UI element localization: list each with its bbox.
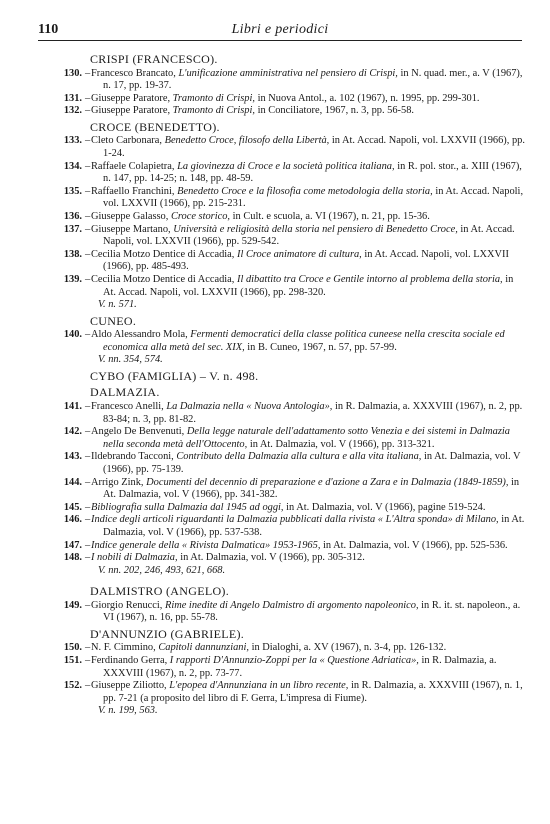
bibliography-entry	[38, 680, 528, 705]
cross-reference: V. n. 571.	[98, 299, 137, 311]
entry-citation: in At. Dalmazia, vol. V (1966), pp. 305-312.	[180, 552, 365, 564]
entry-title: Benedetto Croce, filosofo della Libertà,	[164, 135, 330, 147]
bibliography-entry	[38, 224, 528, 249]
entry-citation: in At. Dalmazia, vol. V (1966), pagine 519-524.	[286, 501, 486, 513]
entry-author: Giuseppe Paratore,	[91, 105, 171, 117]
entry-number: 147.	[63, 539, 82, 551]
entry-title: Tramonto di Crispi,	[172, 105, 255, 117]
section-heading: CYBO (FAMIGLIA) – V. n. 498.	[90, 368, 259, 383]
entry-author: Angelo De Benvenuti,	[91, 426, 185, 438]
bibliography-entry	[38, 401, 528, 426]
running-title: Libri e periodici	[231, 22, 329, 37]
entry-dash: –	[85, 552, 91, 564]
entry-dash: –	[85, 92, 91, 104]
entry-citation: in R. Dalmazia, a. XXXVIII (1967), n. 2, pp. 73-77.	[103, 655, 497, 679]
entry-number: 148.	[63, 552, 82, 564]
entry-number: 138.	[63, 248, 82, 260]
entry-number: 144.	[63, 476, 82, 488]
entry-author: Giuseppe Galasso,	[91, 210, 169, 222]
entry-author: Arrigo Zink,	[91, 476, 144, 488]
entry-dash: –	[85, 539, 91, 551]
bibliography-entry	[38, 655, 528, 680]
bibliography-entry	[38, 552, 528, 565]
bibliography-entry	[38, 477, 528, 502]
entry-number: 149.	[63, 599, 82, 611]
entry-number: 136.	[63, 210, 82, 222]
entry-citation: in R. Dalmazia, a. XXXVIII (1967), n. 2, pp. 83-84; n. 3, pp. 81-82.	[103, 400, 523, 425]
entry-dash: –	[85, 135, 91, 147]
entry-citation: in Nuova Antol., a. 102 (1967), n. 1995, pp. 299-301.	[257, 92, 480, 104]
entry-number: 146.	[63, 514, 82, 526]
entry-citation: in R. Dalmazia, a. XXXVIII (1967), n. 1, pp. 7-21 (a proposito del libro di F. Gerra, L'impresa di Fiume).	[103, 680, 523, 704]
entry-title: Croce storico,	[170, 210, 231, 222]
entry-dash: –	[85, 105, 91, 117]
bibliography-entry	[38, 329, 528, 354]
entry-citation: in R. it. st. napoleon., a. VI (1967), n. 16, pp. 55-78.	[103, 599, 521, 624]
entry-citation: in N. quad. mer., a. V (1967), n. 17, pp. 19-37.	[103, 67, 523, 92]
entry-title: La Dalmazia nella « Nuova Antologia»,	[166, 400, 333, 412]
entry-author: Ferdinando Gerra,	[91, 655, 168, 667]
entry-number: 142.	[63, 426, 82, 438]
entry-number: 134.	[63, 160, 82, 172]
entry-number: 150.	[63, 642, 82, 654]
entry-dash: –	[85, 160, 91, 172]
entry-citation: in At. Dalmazia, vol. V (1966), pp. 75-139.	[103, 451, 521, 475]
entry-title: Capitoli dannunziani,	[158, 642, 249, 654]
entry-dash: –	[85, 210, 91, 222]
entry-author: Giorgio Renucci,	[91, 599, 163, 611]
entry-title: La giovinezza di Croce e la società politica italiana,	[177, 160, 395, 172]
entry-dash: –	[85, 426, 91, 438]
entry-citation: in Conciliatore, 1967, n. 3, pp. 56-58.	[257, 105, 414, 117]
bibliography-body	[38, 50, 528, 718]
entry-citation: in R. pol. stor., a. XIII (1967), n. 147, pp. 14-25; n. 148, pp. 48-59.	[103, 160, 522, 185]
entry-number: 135.	[63, 185, 82, 197]
entry-citation: in At. Accad. Napoli, vol. LXXVII (1966), pp. 1-24.	[103, 135, 525, 159]
entry-dash: –	[85, 400, 91, 412]
entry-title: Della legge naturale dell'adattamento sotto Venezia e dei sistemi in Dalmazia nella seconda metà dell'Ottocento,	[103, 426, 510, 450]
entry-title: Benedetto Croce e la filosofia come metodologia della storia,	[177, 185, 433, 197]
cross-reference: V. nn. 354, 574.	[98, 354, 163, 366]
entry-author: N. F. Cimmino,	[91, 642, 156, 654]
entry-author: Cecilia Motzo Dentice di Accadia,	[91, 273, 235, 285]
bibliography-entry	[38, 540, 528, 553]
entry-dash: –	[85, 451, 91, 463]
section-heading: D'ANNUNZIO (GABRIELE).	[90, 626, 245, 641]
bibliography-entry	[38, 211, 528, 224]
entry-dash: –	[85, 501, 91, 513]
entry-title: I rapporti D'Annunzio-Zoppi per la « Questione Adriatica»,	[169, 655, 419, 667]
entry-number: 131.	[63, 92, 82, 104]
entry-number: 137.	[63, 223, 82, 235]
bibliography-entry	[38, 426, 528, 451]
entry-citation: in Dialoghi, a. XV (1967), n. 3-4, pp. 126-132.	[251, 642, 447, 654]
entry-author: Giuseppe Martano,	[91, 223, 171, 235]
entry-dash: –	[85, 680, 91, 692]
entry-dash: –	[85, 248, 91, 260]
entry-dash: –	[85, 514, 91, 526]
bibliography-entry	[38, 249, 528, 274]
entry-citation: in At. Accad. Napoli, vol. LXXVII (1966), pp. 298-320.	[103, 273, 514, 298]
bibliography-entry	[38, 451, 528, 476]
entry-title: I nobili di Dalmazia,	[91, 552, 178, 564]
entry-title: Università e religiosità della storia nel pensiero di Benedetto Croce,	[173, 223, 458, 235]
entry-title: Indice degli articoli riguardanti la Dalmazia pubblicati dalla rivista « L'Altra sponda» di Milano,	[91, 514, 499, 526]
bibliography-entry	[38, 514, 528, 539]
entry-title: Rime inedite di Angelo Dalmistro di argomento napoleonico,	[164, 599, 419, 611]
entry-number: 152.	[63, 680, 82, 692]
entry-author: Giuseppe Paratore,	[91, 92, 171, 104]
section-heading: CROCE (BENEDETTO).	[90, 119, 220, 134]
entry-author: Cleto Carbonara,	[91, 135, 162, 147]
entry-author: Francesco Brancato,	[91, 67, 176, 79]
entry-author: Francesco Anelli,	[91, 400, 164, 412]
entry-author: Raffaele Colapietra,	[91, 160, 175, 172]
entry-number: 151.	[63, 655, 82, 667]
entry-number: 133.	[63, 135, 82, 147]
entry-number: 132.	[63, 105, 82, 117]
section-heading: DALMISTRO (ANGELO).	[90, 584, 230, 599]
entry-dash: –	[85, 185, 91, 197]
entry-citation: in At. Dalmazia, vol. V (1966), pp. 537-538.	[103, 514, 525, 538]
cross-reference: V. n. 199, 563.	[98, 705, 158, 717]
entry-dash: –	[85, 642, 91, 654]
entry-number: 140.	[63, 329, 82, 341]
entry-dash: –	[85, 655, 91, 667]
entry-title: Il dibattito tra Croce e Gentile intorno al problema della storia,	[237, 273, 503, 285]
entry-dash: –	[85, 223, 91, 235]
page-header	[38, 22, 522, 41]
entry-citation: in At. Dalmazia, vol. V (1966), pp. 313-321.	[249, 438, 435, 450]
bibliography-entry	[38, 502, 528, 515]
entry-number: 141.	[63, 400, 82, 412]
entry-citation: in At. Dalmazia, vol. V (1966), pp. 525-536.	[323, 539, 508, 551]
entry-title: Documenti del decennio di preparazione e d'azione a Zara e in Dalmazia (1849-1859),	[146, 476, 509, 488]
entry-title: Tramonto di Crispi,	[172, 92, 255, 104]
entry-dash: –	[85, 476, 91, 488]
entry-citation: in Cult. e scuola, a. VI (1967), n. 21, pp. 15-36.	[232, 210, 430, 222]
bibliography-entry	[38, 186, 528, 211]
section-heading: CRISPI (FRANCESCO).	[90, 52, 218, 66]
entry-citation: in At. Dalmazia, vol. V (1966), pp. 341-382.	[103, 476, 520, 501]
entry-citation: in At. Accad. Napoli, vol. LXXVII (1966), pp. 215-231.	[103, 185, 524, 210]
bibliography-entry	[38, 161, 528, 186]
page-number: 110	[38, 22, 59, 37]
section-heading: CUNEO.	[90, 313, 137, 328]
entry-citation: in At. Accad. Napoli, vol. LXXVII (1966), pp. 529-542.	[103, 223, 515, 248]
entry-number: 139.	[63, 273, 82, 285]
bibliography-entry	[38, 600, 528, 625]
entry-author: Raffaello Franchini,	[91, 185, 175, 197]
entry-title: Contributo della Dalmazia alla cultura e alla vita italiana,	[176, 451, 422, 463]
entry-dash: –	[85, 599, 91, 611]
entry-dash: –	[85, 273, 91, 285]
entry-number: 130.	[63, 67, 82, 79]
entry-author: Aldo Alessandro Mola,	[91, 329, 188, 341]
entry-title: Fermenti democratici della classe politica cuneese nella crescita sociale ed economica alla metà del sec. XIX,	[103, 329, 505, 353]
entry-number: 145.	[63, 501, 82, 513]
entry-author: Giuseppe Ziliotto,	[91, 680, 167, 692]
section-heading: DALMAZIA.	[90, 385, 160, 400]
entry-number: 143.	[63, 451, 82, 463]
bibliography-entry	[38, 135, 528, 160]
entry-author: Ildebrando Tacconi,	[91, 451, 174, 463]
bibliography-entry	[38, 68, 528, 93]
entry-dash: –	[85, 329, 91, 341]
entry-title: Indice generale della « Rivista Dalmatica» 1953-1965,	[91, 539, 321, 551]
entry-author: Cecilia Motzo Dentice di Accadia,	[91, 248, 235, 260]
bibliography-entry	[38, 93, 528, 106]
bibliography-entry	[38, 274, 528, 299]
entry-title: Il Croce animatore di cultura,	[237, 248, 362, 260]
bibliography-entry	[38, 642, 528, 655]
cross-reference: V. nn. 202, 246, 493, 621, 668.	[98, 564, 226, 576]
bibliography-entry	[38, 105, 528, 118]
entry-title: L'epopea d'Annunziana in un libro recente,	[169, 680, 349, 692]
entry-title: Bibliografia sulla Dalmazia dal 1945 ad oggi,	[91, 501, 284, 513]
entry-title: L'unificazione amministrativa nel pensiero di Crispi,	[178, 67, 398, 79]
entry-citation: in At. Accad. Napoli, vol. LXXVII (1966), pp. 485-493.	[103, 248, 509, 273]
entry-dash: –	[85, 67, 91, 79]
entry-citation: in B. Cuneo, 1967, n. 57, pp. 57-99.	[247, 341, 397, 353]
